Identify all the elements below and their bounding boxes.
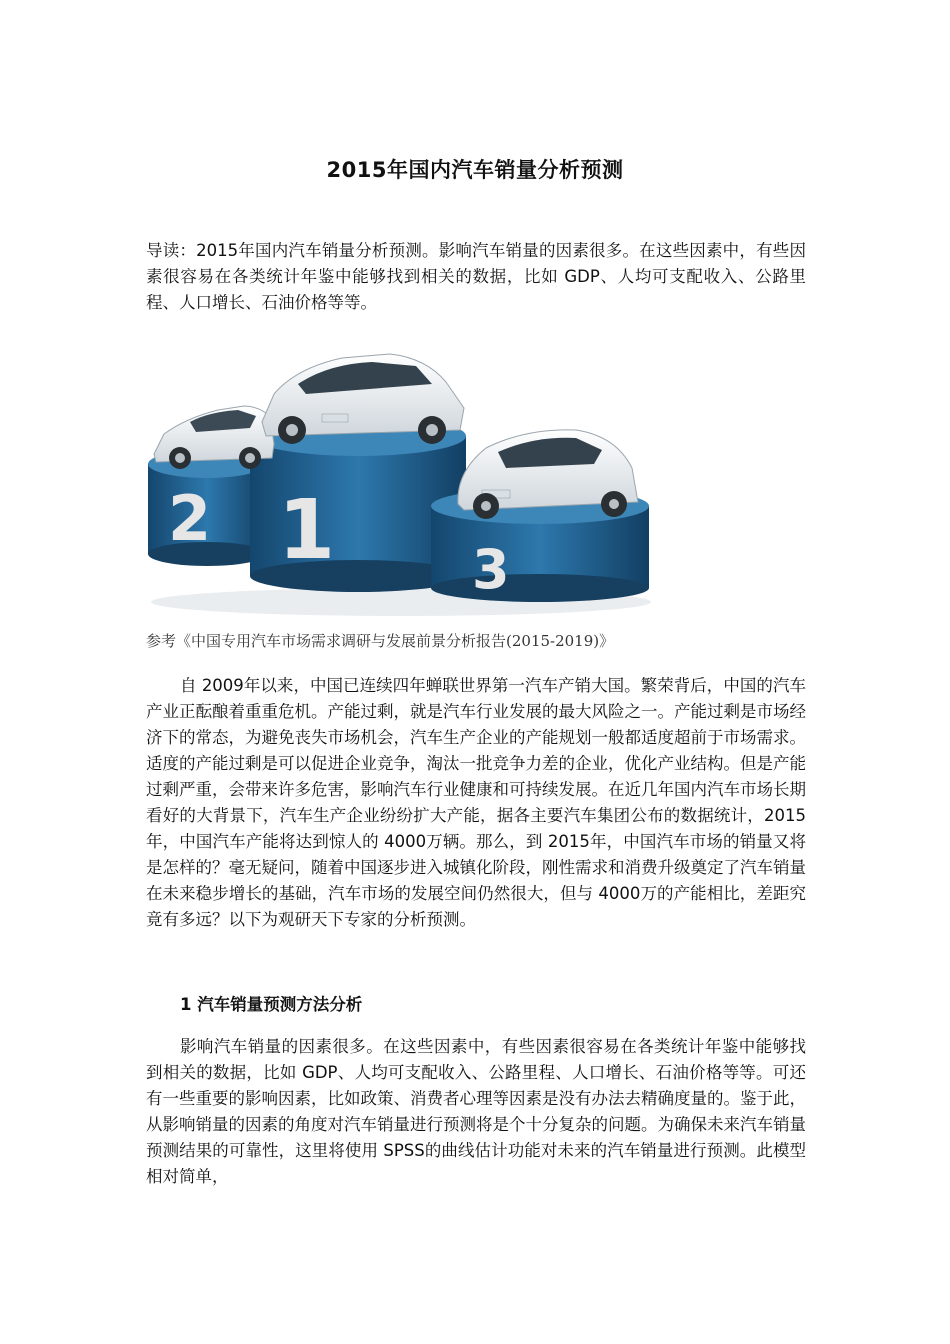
body-paragraph-2: 影响汽车销量的因素很多。在这些因素中，有些因素很容易在各类统计年鉴中能够找到相关的数据，比如 GDP、人均可支配收入、公路里程、人口增长、石油价格等等。可还有一些重要的影响因素，比如政策、消费者心理等因素是没有办法去精确度量的。鉴于此，从影响销量的因素的角度对汽车销量进行预测将是个十分复杂的问题。为确保未来汽车销量预测结果的可靠性，这里将使用 SPSS的曲线估计功能对未来的汽车销量进行预测。此模型相对简单，: [146, 1037, 806, 1186]
figure-caption: 参考《中国专用汽车市场需求调研与发展前景分析报告(2015-2019)》: [146, 632, 615, 650]
body-paragraph-1: 自 2009年以来，中国已连续四年蝉联世界第一汽车产销大国。繁荣背后，中国的汽车产业正酝酿着重重危机。产能过剩，就是汽车行业发展的最大风险之一。产能过剩是市场经济下的常态，为避免丧失市场机会，汽车生产企业的产能规划一般都适度超前于市场需求。适度的产能过剩是可以促进企业竞争，淘汰一批竞争力差的企业，优化产业结构。但是产能过剩严重，会带来许多危害，影响汽车行业健康和可持续发展。在近几年国内汽车市场长期看好的大背景下，汽车生产企业纷纷扩大产能，据各主要汽车集团公布的数据统计，2015年，中国汽车产能将达到惊人的 4000万辆。那么，到 2015年，中国汽车市场的销量又将是怎样的？毫无疑问，随着中国逐步进入城镇化阶段，刚性需求和消费升级奠定了汽车销量在未来稳步增长的基础，汽车市场的发展空间仍然很大，但与 4000万的产能相比，差距究竟有多远？以下为观研天下专家的分析预测。: [146, 676, 806, 929]
car-third-place: [458, 430, 638, 519]
podium-number-3: 3: [472, 538, 510, 601]
page-title: 2015年国内汽车销量分析预测: [326, 158, 624, 182]
podium-number-2: 2: [168, 482, 212, 555]
podium-number-1: 1: [278, 483, 336, 578]
podium-illustration: [146, 344, 656, 616]
section-heading: 1 汽车销量预测方法分析: [180, 995, 363, 1014]
car-second-place: [154, 406, 274, 469]
car-first-place: [262, 354, 464, 444]
intro-paragraph: 导读：2015年国内汽车销量分析预测。影响汽车销量的因素很多。在这些因素中，有些因素很容易在各类统计年鉴中能够找到相关的数据，比如 GDP、人均可支配收入、公路里程、人口增长、石油价格等等。: [146, 241, 806, 312]
podium-cars-image: [146, 344, 656, 616]
